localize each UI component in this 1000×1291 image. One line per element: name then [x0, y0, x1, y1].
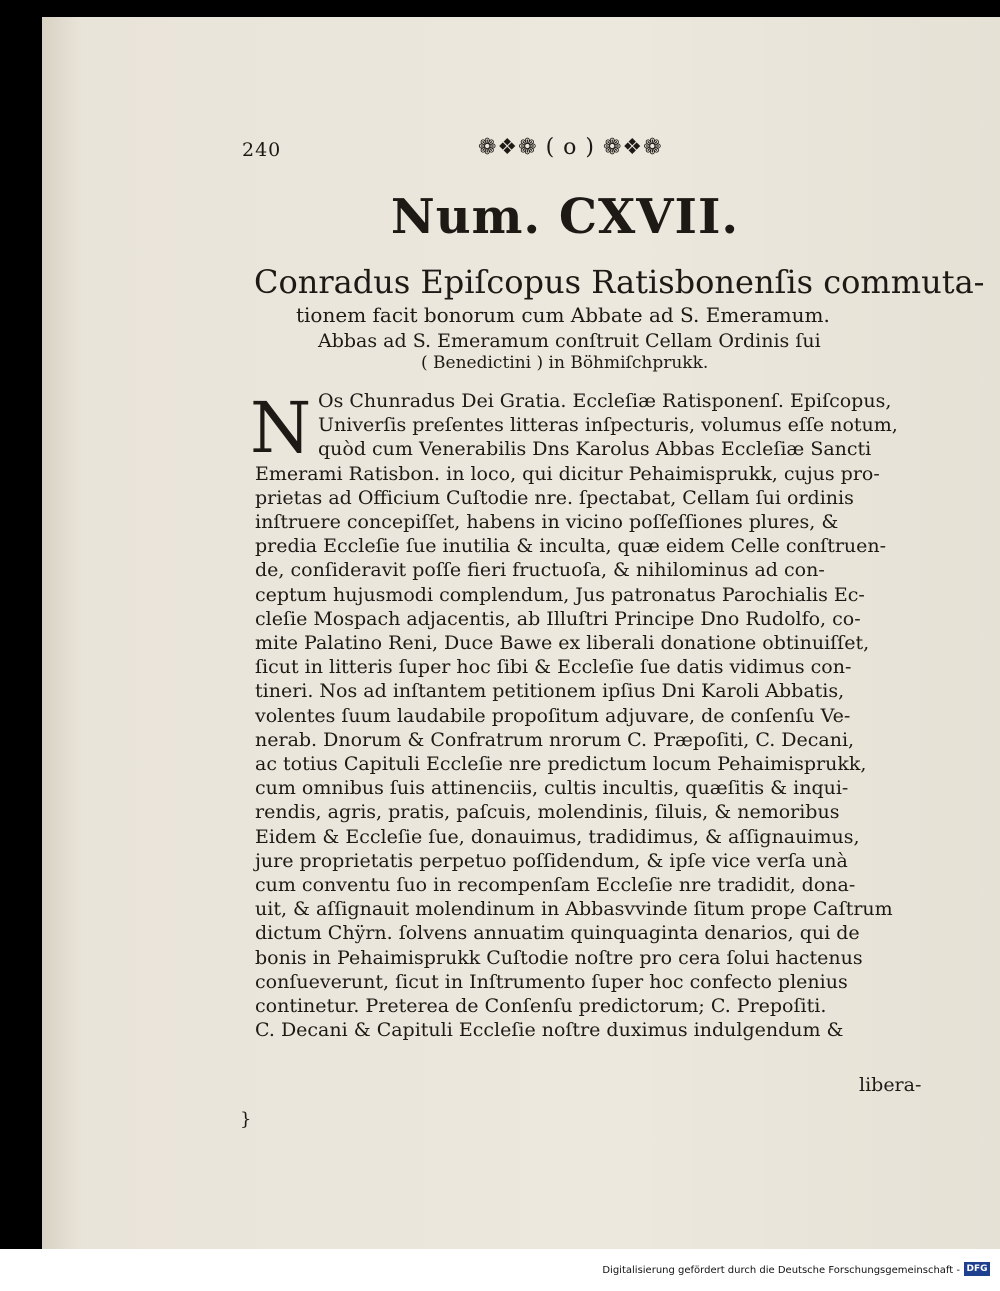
text-line: Emerami Ratisbon. in loco, qui dicitur Pehaimisprukk, cujus pro- — [255, 462, 880, 485]
drop-capital: N — [250, 387, 312, 469]
text-line: C. Decani & Capituli Eccleſie noſtre duximus indulgendum & — [255, 1019, 844, 1042]
text-line: conſueverunt, ſicut in Inſtrumento ſuper hoc confecto plenius — [255, 970, 848, 993]
text-line: ac totius Capituli Eccleſie nre predictum locum Pehaimisprukk, — [255, 753, 867, 775]
text-line: cum omnibus ſuis attinenciis, cultis incultis, quæſitis & inqui- — [255, 777, 849, 800]
text-line: ceptum hujusmodi complendum, Jus patronatus Parochialis Ec- — [255, 583, 865, 606]
text-line: continetur. Preterea de Conſenſu predictorum; C. Prepoſiti. — [255, 995, 827, 1017]
text-line: quòd cum Venerabilis Dns Karolus Abbas Eccleſiæ Sancti — [318, 438, 872, 461]
heading-line: Abbas ad S. Emeramum conſtruit Cellam Ordinis ſui — [318, 330, 821, 352]
page-number: 240 — [242, 139, 282, 161]
text-line: uit, & aſſignauit molendinum in Abbasvvinde ſitum prope Caſtrum — [255, 898, 893, 921]
running-head — [242, 135, 682, 165]
book-page — [42, 17, 1000, 1249]
text-line: bonis in Pehaimisprukk Cuſtodie noſtre pro cera ſolui hactenus — [255, 946, 863, 969]
document-number-title: Num. CXVII. — [390, 189, 740, 245]
ornament-header: ❁❖❁ ( o ) ❁❖❁ — [478, 135, 663, 160]
text-line: inſtruere concepiſſet, habens in vicino poſſeſſiones plures, & — [255, 511, 839, 533]
text-line: dictum Chÿrn. ſolvens annuatim quinquaginta denarios, qui de — [255, 922, 860, 945]
text-line: jure proprietatis perpetuo poſſidendum, & ipſe vice verſa unà — [255, 849, 848, 872]
text-line: Os Chunradus Dei Gratia. Eccleſiæ Ratisponenſ. Epiſcopus, — [318, 390, 892, 412]
text-line: Univerſis preſentes litteras inſpecturis, volumus eſſe notum, — [318, 414, 898, 437]
text-line: volentes ſuum laudabile propoſitum adjuvare, de conſenſu Ve- — [255, 704, 851, 727]
heading-line: Conradus Epiſcopus Ratisbonenſis commuta- — [254, 263, 985, 301]
margin-mark: } — [240, 1109, 252, 1130]
text-line: predia Eccleſie ſue inutilia & inculta, quæ eidem Celle conſtruen- — [255, 535, 887, 558]
text-line: cum conventu ſuo in recompenſam Eccleſie nre tradidit, dona- — [255, 874, 856, 896]
text-line: rendis, agris, pratis, paſcuis, molendinis, ſiluis, & nemoribus — [255, 801, 840, 824]
text-line: ſicut in litteris ſuper hoc ſibi & Eccleſie ſue datis vidimus con- — [255, 656, 852, 679]
funding-credit: Digitalisierung gefördert durch die Deutsche Forschungsgemeinschaft - — [602, 1265, 960, 1276]
heading-line: ( Benedictini ) in Böhmiſchprukk. — [421, 353, 709, 373]
dfg-logo: DFG — [964, 1262, 990, 1276]
catchword: libera- — [859, 1074, 922, 1096]
text-line: prietas ad Officium Cuſtodie nre. ſpectabat, Cellam ſui ordinis — [255, 486, 854, 509]
text-line: nerab. Dnorum & Confratrum nrorum C. Præpoſiti, C. Decani, — [255, 728, 855, 751]
text-line: Eidem & Eccleſie ſue, donauimus, tradidimus, & aſſignauimus, — [255, 825, 860, 848]
text-line: de, conſideravit poſſe fieri fructuoſa, & nihilominus ad con- — [255, 559, 825, 582]
heading-line: tionem facit bonorum cum Abbate ad S. Emeramum. — [296, 303, 830, 327]
text-line: cleſie Mospach adjacentis, ab Illuſtri Principe Dno Rudolfo, co- — [255, 607, 861, 630]
footer-bar — [0, 1249, 1000, 1291]
text-line: mite Palatino Reni, Duce Bawe ex liberali donatione obtinuiſſet, — [255, 632, 870, 654]
text-line: tineri. Nos ad inſtantem petitionem ipſius Dni Karoli Abbatis, — [255, 680, 845, 703]
